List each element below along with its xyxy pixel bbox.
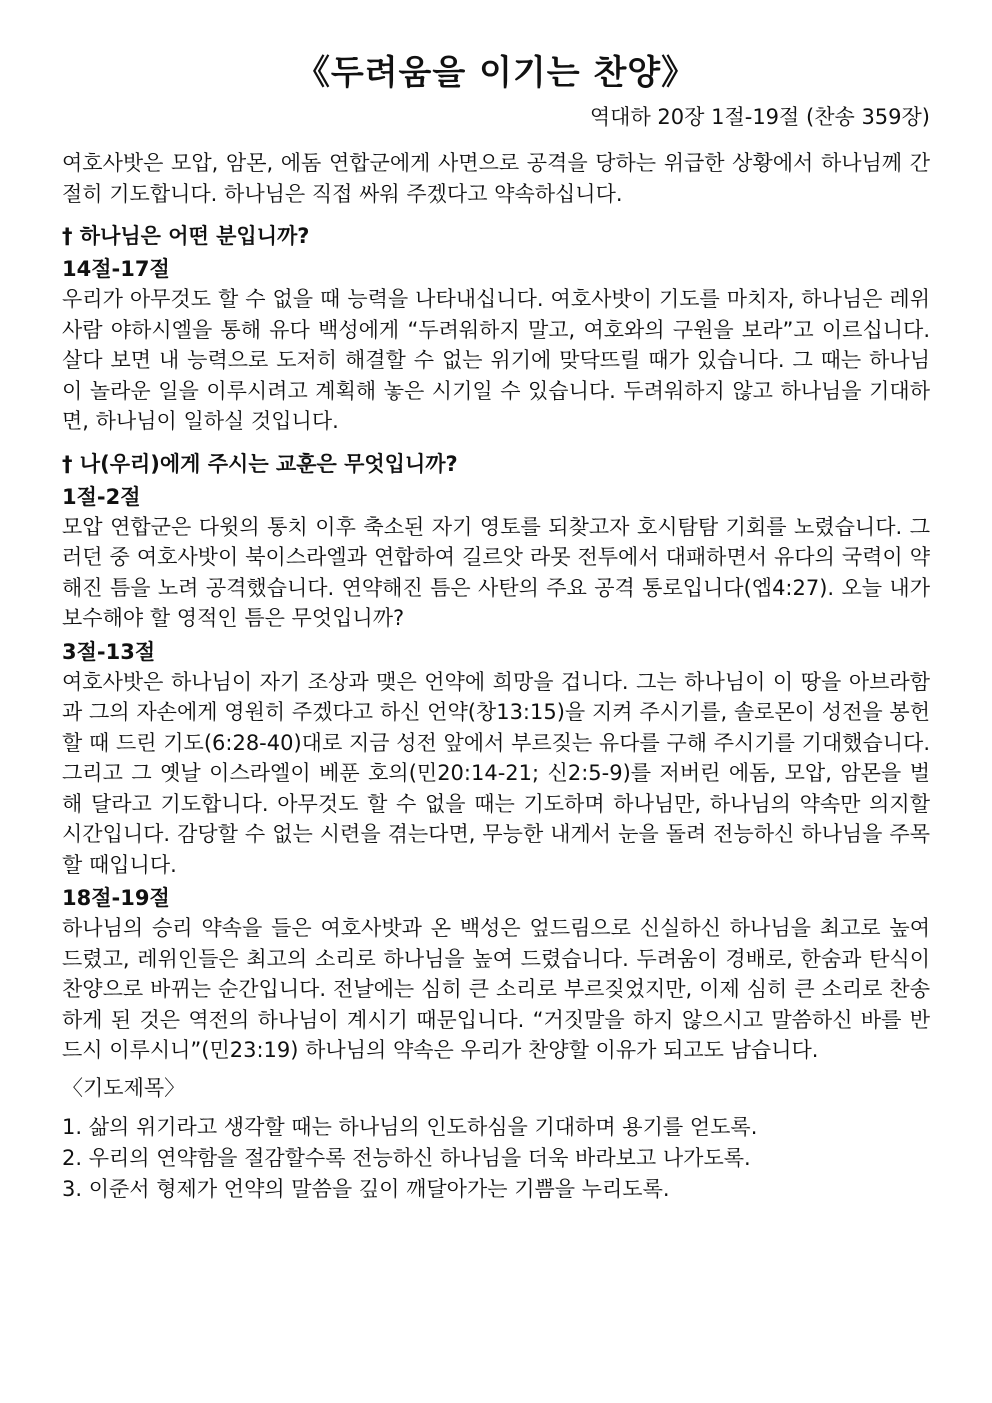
verse-reference: 18절-19절 bbox=[62, 886, 170, 910]
passage-text: 우리가 아무것도 할 수 없을 때 능력을 나타내십니다. 여호사밧이 기도를 마치자, 하나님은 레위사람 야하시엘을 통해 유다 백성에게 “두려워하지 말고, 여호와의 구원을 보라”고 이르십니다. 살다 보면 내 능력으로 도저히 해결할 수 없는 위기에 맞닥뜨릴 때가 있습니다. 그 때는 하나님이 놀라운 일을 이루시려고 계획해 놓은 시기일 수 있습니다. 두려워하지 않고 하나님을 기대하면, 하나님이 일하실 것입니다. bbox=[62, 287, 930, 433]
section-heading: † 나(우리)에게 주시는 교훈은 무엇입니까? bbox=[62, 451, 458, 476]
intro-paragraph: 여호사밧은 모압, 암몬, 에돔 연합군에게 사면으로 공격을 당하는 위급한 상황에서 하나님께 간절히 기도합니다. 하나님은 직접 싸워 주겠다고 약속하십니다. bbox=[62, 151, 930, 206]
section-who-is-god bbox=[62, 221, 930, 437]
prayer-item: 3. 이준서 형제가 언약의 말씀을 깊이 깨달아가는 기쁨을 누리도록. bbox=[62, 1176, 670, 1201]
passage-text: 모압 연합군은 다윗의 통치 이후 축소된 자기 영토를 되찾고자 호시탐탐 기회를 노렸습니다. 그러던 중 여호사밧이 북이스라엘과 연합하여 길르앗 라못 전투에서 대패하면서 유다의 국력이 약해진 틈을 노려 공격했습니다. 연약해진 틈은 사탄의 주요 공격 통로입니다(엡4:27). 오늘 내가 보수해야 할 영적인 틈은 무엇입니까? bbox=[62, 514, 930, 630]
passage-text: 여호사밧은 하나님이 자기 조상과 맺은 언약에 희망을 겁니다. 그는 하나님이 이 땅을 아브라함과 그의 자손에게 영원히 주겠다고 하신 언약(창13:15)을 지켜 주시기를, 솔로몬이 성전을 봉헌할 때 드린 기도(6:28-40)대로 지금 성전 앞에서 부르짖는 유다를 구해 주시기를 기대했습니다. 그리고 그 옛날 이스라엘이 베푼 호의(민20:14-21; 신2:5-9)를 저버린 에돔, 모압, 암몬을 벌해 달라고 기도합니다. 아무것도 할 수 없을 때는 기도하며 하나님만, 하나님의 약속만 의지할 시간입니다. 감당할 수 없는 시련을 겪는다면, 무능한 내게서 눈을 돌려 전능하신 하나님을 주목할 때입니다. bbox=[62, 669, 930, 877]
section-lessons bbox=[62, 449, 930, 1066]
prayer-title: 〈기도제목〉 bbox=[62, 1075, 186, 1100]
verse-reference: 1절-2절 bbox=[62, 484, 141, 509]
section-heading: † 하나님은 어떤 분입니까? bbox=[62, 224, 310, 248]
page-title: 《두려움을 이기는 찬양》 bbox=[295, 53, 697, 93]
prayer-item: 2. 우리의 연약함을 절감할수록 전능하신 하나님을 더욱 바라보고 나가도록. bbox=[62, 1145, 751, 1170]
verse-reference: 14절-17절 bbox=[62, 257, 170, 281]
scripture-reference: 역대하 20장 1절-19절 (찬송 359장) bbox=[589, 105, 930, 129]
prayer-item: 1. 삶의 위기라고 생각할 때는 하나님의 인도하심을 기대하며 용기를 얻도록. bbox=[62, 1114, 758, 1139]
document-page bbox=[62, 50, 930, 1205]
prayer-list bbox=[62, 1112, 930, 1205]
prayer-section bbox=[62, 1072, 930, 1205]
passage-text: 하나님의 승리 약속을 들은 여호사밧과 온 백성은 엎드림으로 신실하신 하나님을 최고로 높여 드렸고, 레위인들은 최고의 소리로 하나님을 높여 드렸습니다. 두려움이 경배로, 한숨과 탄식이 찬양으로 바뀌는 순간입니다. 전날에는 심히 큰 소리로 부르짖었지만, 이제 심히 큰 소리로 찬송하게 된 것은 역전의 하나님이 계시기 때문입니다. “거짓말을 하지 않으시고 말씀하신 바를 반드시 이루시니”(민23:19) 하나님의 약속은 우리가 찬양할 이유가 되고도 남습니다. bbox=[62, 916, 930, 1062]
verse-reference: 3절-13절 bbox=[62, 639, 156, 664]
